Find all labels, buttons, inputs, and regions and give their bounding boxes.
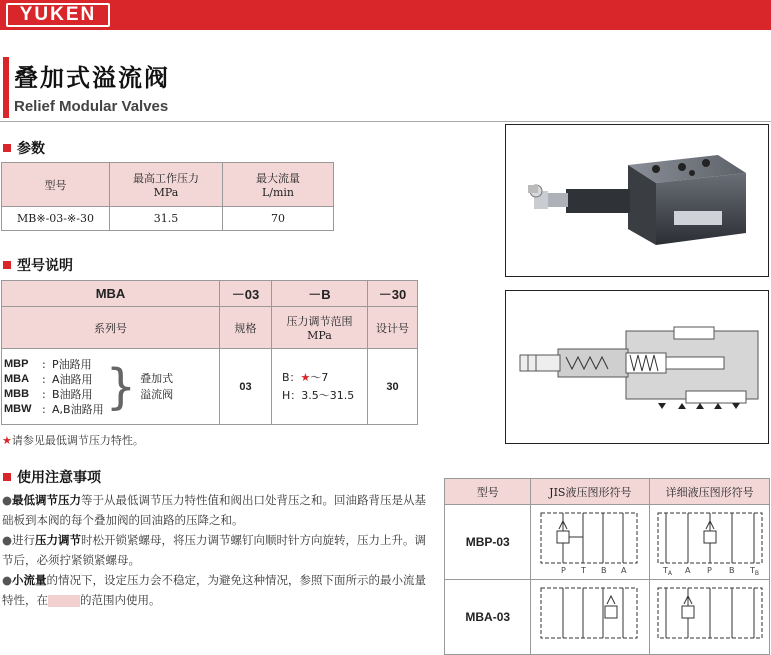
series-code: MBA [4, 372, 30, 385]
cell-model: MB※-03-※-30 [2, 207, 110, 231]
label-range [272, 307, 368, 349]
note-keyword: 最低调节压力 [12, 493, 82, 507]
series-note-line: 溢流阀 [140, 387, 174, 401]
valve-photo-image [506, 125, 768, 276]
value-design: 30 [368, 349, 418, 425]
model-label-row [2, 307, 418, 349]
series-code: MBB [4, 387, 30, 400]
model-value-row [2, 349, 418, 425]
jis-symbol-cell [531, 580, 650, 655]
notes-heading-label: 使用注意事项 [17, 470, 101, 486]
range-b [282, 369, 367, 387]
series-list [4, 357, 104, 417]
series-desc: A,B油路用 [52, 402, 104, 416]
brand-logo: YUKEN [6, 3, 110, 27]
note-text: 时松开锁紧螺母，将压力调节螺钉向顺时针方向旋转，压力上升。调节后，必须拧紧锁紧螺母。 [2, 533, 427, 567]
series-cell [2, 349, 220, 425]
series-note-line: 叠加式 [140, 371, 174, 385]
star-note-text: 请参见最低调节压力特性。 [11, 434, 144, 447]
params-heading [3, 138, 45, 158]
series-colon: : [42, 387, 46, 401]
label-range-text: 压力调节范围 [286, 315, 353, 328]
series-note [140, 371, 173, 403]
port-label: T [662, 566, 668, 575]
port-subscript: B [754, 570, 759, 577]
jis-symbol-mbp [535, 507, 645, 577]
detail-symbol-mbp [654, 507, 766, 577]
port-label: A [621, 566, 627, 575]
table-header-row [445, 479, 770, 505]
code-range: －B [272, 281, 368, 307]
jis-symbol-mba [535, 582, 645, 652]
star-note [2, 432, 144, 448]
title-accent-bar [3, 57, 9, 118]
note-text: 的情况下，设定压力会不稳定，为避免这种情况，参照下面所示的最小流量特性，在 [2, 573, 427, 607]
series-wrap [4, 357, 219, 417]
list-item [4, 357, 104, 372]
brace-icon: } [105, 358, 137, 415]
table-row [2, 207, 334, 231]
col-model: 型号 [2, 163, 110, 207]
bullet-square-icon [3, 473, 11, 481]
note-keyword: 小流量 [12, 573, 47, 587]
star-icon: ★ [2, 434, 12, 447]
cell-max-flow: 70 [223, 207, 334, 231]
port-label [749, 566, 759, 577]
note-pre: 进行 [12, 533, 36, 547]
col-max-flow [223, 163, 334, 207]
port-label: P [561, 566, 567, 575]
bullet-square-icon [3, 144, 11, 152]
col-model: 型号 [445, 479, 531, 505]
page-subtitle: Relief Modular Valves [14, 98, 169, 115]
port-label: T [749, 566, 755, 575]
range-b-suffix: ～7 [310, 370, 329, 384]
params-heading-label: 参数 [17, 141, 45, 157]
range-highlight-swatch [48, 595, 80, 607]
label-series: 系列号 [2, 307, 220, 349]
model-heading [3, 255, 73, 275]
product-photo [505, 124, 769, 277]
col-max-pressure-label: 最高工作压力 [133, 172, 199, 185]
model-heading-label: 型号说明 [17, 258, 73, 274]
series-desc: P油路用 [52, 357, 92, 371]
model-code-table [1, 280, 418, 425]
valve-section-image [506, 291, 768, 443]
port-label: T [581, 566, 587, 575]
port-subscript: A [667, 570, 672, 577]
port-label [662, 566, 673, 577]
list-item [2, 530, 432, 570]
table-row [445, 580, 770, 655]
series-desc: B油路用 [52, 387, 93, 401]
range-h: H：3.5～31.5 [282, 388, 355, 402]
range-b-prefix: B： [282, 370, 301, 384]
port-label: B [728, 566, 735, 575]
notes-heading [3, 467, 101, 487]
col-max-flow-unit: L/min [261, 186, 295, 199]
code-design: －30 [368, 281, 418, 307]
list-item [2, 490, 432, 530]
label-range-unit: MPa [307, 329, 332, 342]
note-tail: 的范围内使用。 [80, 593, 161, 607]
bullet-dot-icon: ● [2, 573, 13, 587]
symbol-table [444, 478, 770, 655]
detail-symbol-mba [654, 582, 766, 652]
bullet-dot-icon: ● [2, 533, 13, 547]
port-label: P [706, 566, 712, 575]
detail-symbol-cell [650, 505, 770, 580]
table-row [445, 505, 770, 580]
model-code-row [2, 281, 418, 307]
value-size: 03 [220, 349, 272, 425]
series-colon: : [42, 357, 46, 371]
params-table [1, 162, 334, 231]
col-max-pressure [110, 163, 223, 207]
list-item [4, 372, 104, 387]
label-size: 规格 [220, 307, 272, 349]
list-item [4, 387, 104, 402]
note-text: 等于从最低调节压力特性值和阀出口处背压之和。回油路背压是从基础板到本阀的每个叠加阀的回油路的压降之和。 [2, 493, 427, 527]
list-item [4, 402, 104, 417]
page-title: 叠加式溢流阀 [14, 64, 170, 92]
detail-symbol-cell [650, 580, 770, 655]
cell-max-pressure: 31.5 [110, 207, 223, 231]
bullet-dot-icon: ● [2, 493, 13, 507]
table-header-row [2, 163, 334, 207]
jis-symbol-cell [531, 505, 650, 580]
series-colon: : [42, 372, 46, 386]
star-icon: ★ [300, 370, 311, 384]
col-max-pressure-unit: MPa [153, 186, 179, 199]
port-label: A [684, 566, 691, 575]
sectional-drawing [505, 290, 769, 444]
col-detail-symbol: 详细液压图形符号 [650, 479, 770, 505]
value-range [272, 349, 368, 425]
cell-model: MBA-03 [445, 580, 531, 655]
col-jis-symbol: JIS液压图形符号 [531, 479, 650, 505]
series-colon: : [42, 402, 46, 416]
notes-body [2, 490, 432, 610]
series-code: MBW [4, 402, 32, 415]
brand-bar [0, 0, 771, 30]
note-keyword: 压力调节 [35, 533, 82, 547]
cell-model: MBP-03 [445, 505, 531, 580]
code-series: MBA [2, 281, 220, 307]
list-item [2, 570, 432, 610]
code-size: －03 [220, 281, 272, 307]
port-label: B [601, 566, 607, 575]
series-code: MBP [4, 357, 29, 370]
series-desc: A油路用 [52, 372, 93, 386]
bullet-square-icon [3, 261, 11, 269]
label-design: 设计号 [368, 307, 418, 349]
col-max-flow-label: 最大流量 [256, 172, 300, 185]
title-divider [0, 121, 771, 122]
